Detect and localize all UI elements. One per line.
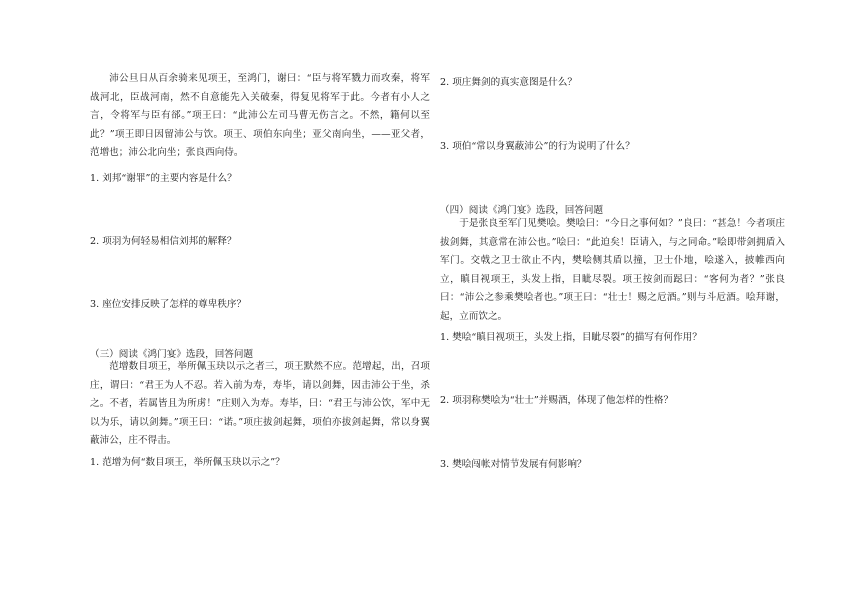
section-3-heading: （三）阅读《鸿门宴》选段，回答问题 [90,349,254,360]
passage-4: 于是张良至军门见樊哙。樊哙曰：“今日之事何如？”良曰：“甚急！今者项庄拔剑舞，其意常在沛公也。”哙曰：“此迫矣！臣请入，与之同命。”哙即带剑拥盾入军门。交戟之卫士欲止不内，樊哙侧其盾以撞，卫士仆地，哙遂入，披帷西向立，瞋目视项王，头发上指，目眦尽裂。项王按剑而跽曰：“客何为者？”张良曰：“沛公之参乘樊哙者也。”项王曰：“壮士！赐之卮酒。”则与斗卮酒。哙拜谢，起，立而饮之。 [440,218,785,322]
question-1: 1. 刘邦“谢罪”的主要内容是什么？ [90,173,237,184]
question-8: 2. 项羽称樊哙为“壮士”并赐酒，体现了他怎样的性格？ [440,395,674,406]
passage-1: 沛公旦日从百余骑来见项王，至鸿门，谢曰：“臣与将军戮力而攻秦，将军战河北，臣战河南，然不自意能先入关破秦，得复见将军于此。今者有小人之言，令将军与臣有郤。”项王曰：“此沛公左司马曹无伤言之。不然，籍何以至此？”项王即日因留沛公与饮。项王、项伯东向坐；亚父南向坐，——亚父者，范增也；沛公北向坐；张良西向侍。 [90,73,430,159]
section-4-heading: （四）阅读《鸿门宴》选段，回答问题 [440,205,604,216]
question-9: 3. 樊哙闯帐对情节发展有何影响？ [440,459,587,470]
question-5: 2. 项庄舞剑的真实意图是什么？ [440,77,577,88]
question-2: 2. 项羽为何轻易相信刘邦的解释？ [90,236,237,247]
question-6: 3. 项伯“常以身翼蔽沛公”的行为说明了什么？ [440,141,635,152]
question-4: 1. 范增为何“数目项王，举所佩玉玦以示之”？ [90,457,285,468]
passage-3: 范增数目项王，举所佩玉玦以示之者三，项王默然不应。范增起，出，召项庄，谓曰：“君王为人不忍。若入前为寿，寿毕，请以剑舞，因击沛公于坐，杀之。不者，若属皆且为所虏！”庄则入为寿。寿毕，曰：“君王与沛公饮，军中无以为乐，请以剑舞。”项王曰：“诺。”项庄拔剑起舞，项伯亦拔剑起舞，常以身翼蔽沛公，庄不得击。 [90,361,430,447]
question-3: 3. 座位安排反映了怎样的尊卑秩序？ [90,299,247,310]
question-7: 1. 樊哙“瞋目视项王，头发上指，目眦尽裂”的描写有何作用？ [440,332,702,343]
